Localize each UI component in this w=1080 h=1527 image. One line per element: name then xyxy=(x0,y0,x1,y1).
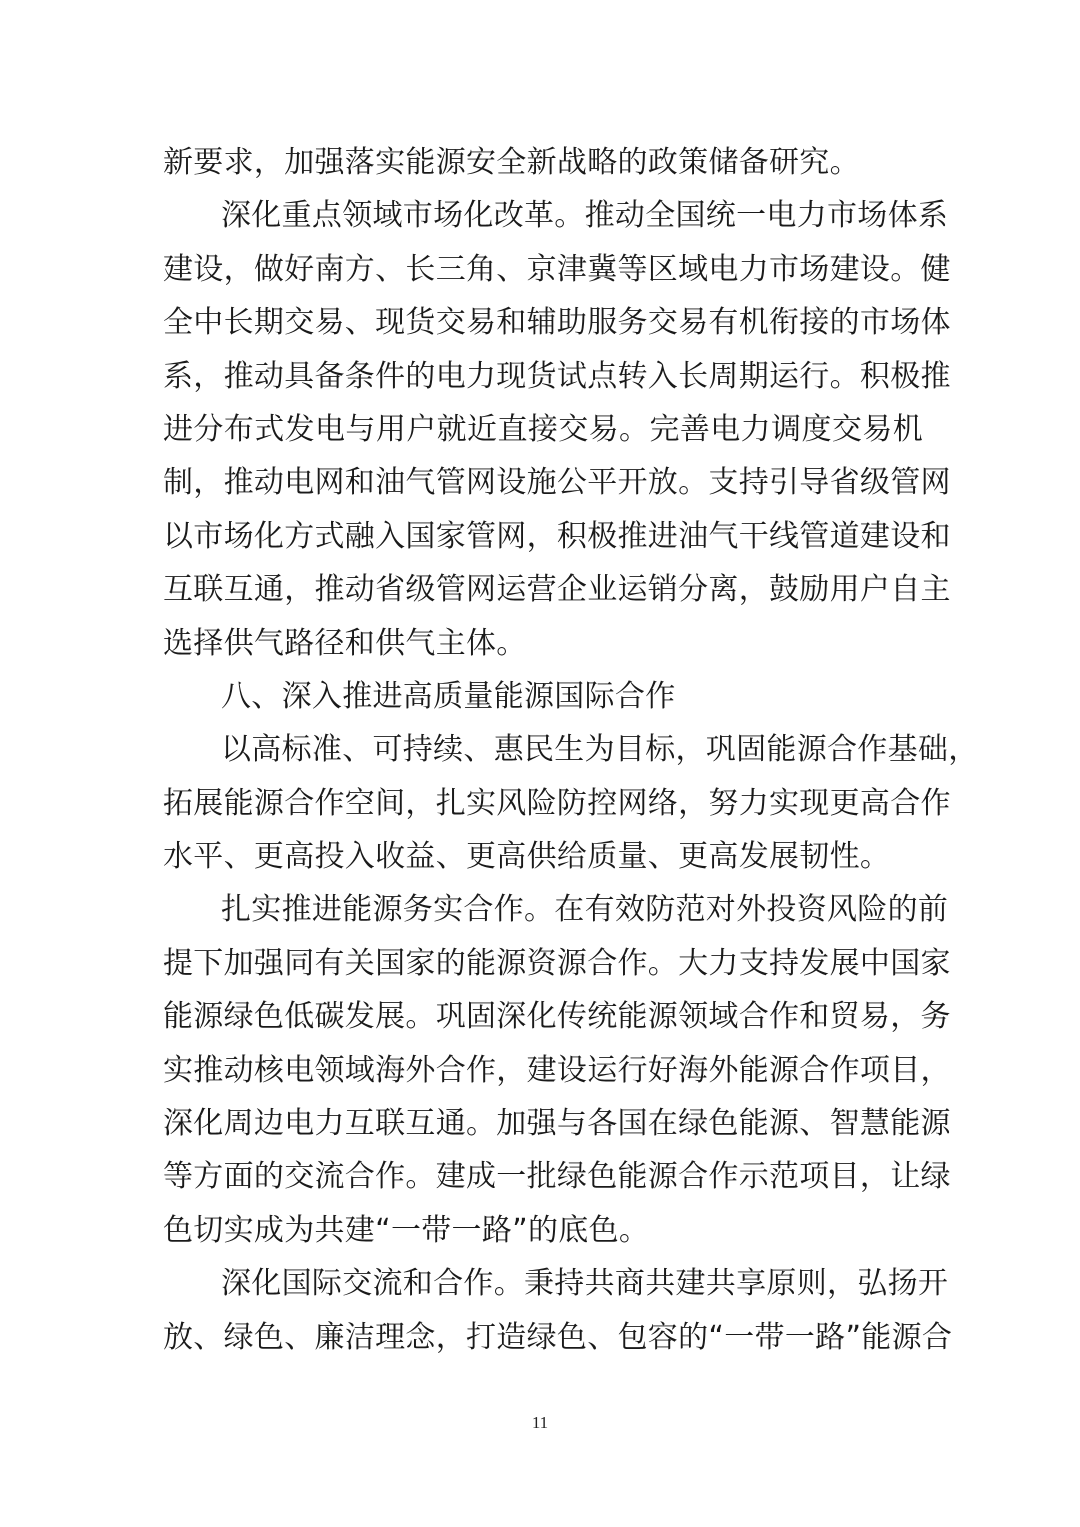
text-line: 实推动核电领域海外合作，建设运行好海外能源合作项目， xyxy=(163,1052,951,1088)
text-line: 放、绿色、廉洁理念，打造绿色、包容的“一带一路”能源合 xyxy=(163,1319,953,1355)
text-line: 提下加强同有关国家的能源资源合作。大力支持发展中国家 xyxy=(163,945,951,981)
text-line: 系，推动具备条件的电力现货试点转入长周期运行。积极推 xyxy=(163,358,951,394)
text-line: 互联互通，推动省级管网运营企业运销分离，鼓励用户自主 xyxy=(163,572,951,608)
text-line: 八、深入推进高质量能源国际合作 xyxy=(221,678,676,714)
text-line: 水平、更高投入收益、更高供给质量、更高发展韧性。 xyxy=(163,839,891,875)
text-line: 深化周边电力互联互通。加强与各国在绿色能源、智慧能源 xyxy=(163,1106,951,1142)
text-line: 能源绿色低碳发展。巩固深化传统能源领域合作和贸易，务 xyxy=(163,999,951,1035)
text-line: 建设，做好南方、长三角、京津冀等区域电力市场建设。健 xyxy=(163,251,951,287)
text-line: 拓展能源合作空间，扎实风险防控网络，努力实现更高合作 xyxy=(163,785,951,821)
text-line: 新要求，加强落实能源安全新战略的政策储备研究。 xyxy=(163,145,860,180)
text-line: 扎实推进能源务实合作。在有效防范对外投资风险的前 xyxy=(221,892,949,928)
page-number: 11 xyxy=(531,1413,549,1432)
body-text xyxy=(163,136,979,1364)
text-line: 选择供气路径和供气主体。 xyxy=(163,625,527,661)
text-line: 以市场化方式融入国家管网，积极推进油气干线管道建设和 xyxy=(163,518,951,554)
text-line: 全中长期交易、现货交易和辅助服务交易有机衔接的市场体 xyxy=(163,305,951,341)
text-line: 深化重点领域市场化改革。推动全国统一电力市场体系 xyxy=(221,198,949,234)
text-line: 等方面的交流合作。建成一批绿色能源合作示范项目，让绿 xyxy=(163,1159,951,1195)
text-line: 进分布式发电与用户就近直接交易。完善电力调度交易机 xyxy=(163,411,923,447)
text-line: 色切实成为共建“一带一路”的底色。 xyxy=(163,1212,650,1248)
text-line: 以高标准、可持续、惠民生为目标，巩固能源合作基础， xyxy=(221,732,979,768)
text-line: 制，推动电网和油气管网设施公平开放。支持引导省级管网 xyxy=(163,465,951,501)
text-line: 深化国际交流和合作。秉持共商共建共享原则，弘扬开 xyxy=(221,1266,949,1302)
